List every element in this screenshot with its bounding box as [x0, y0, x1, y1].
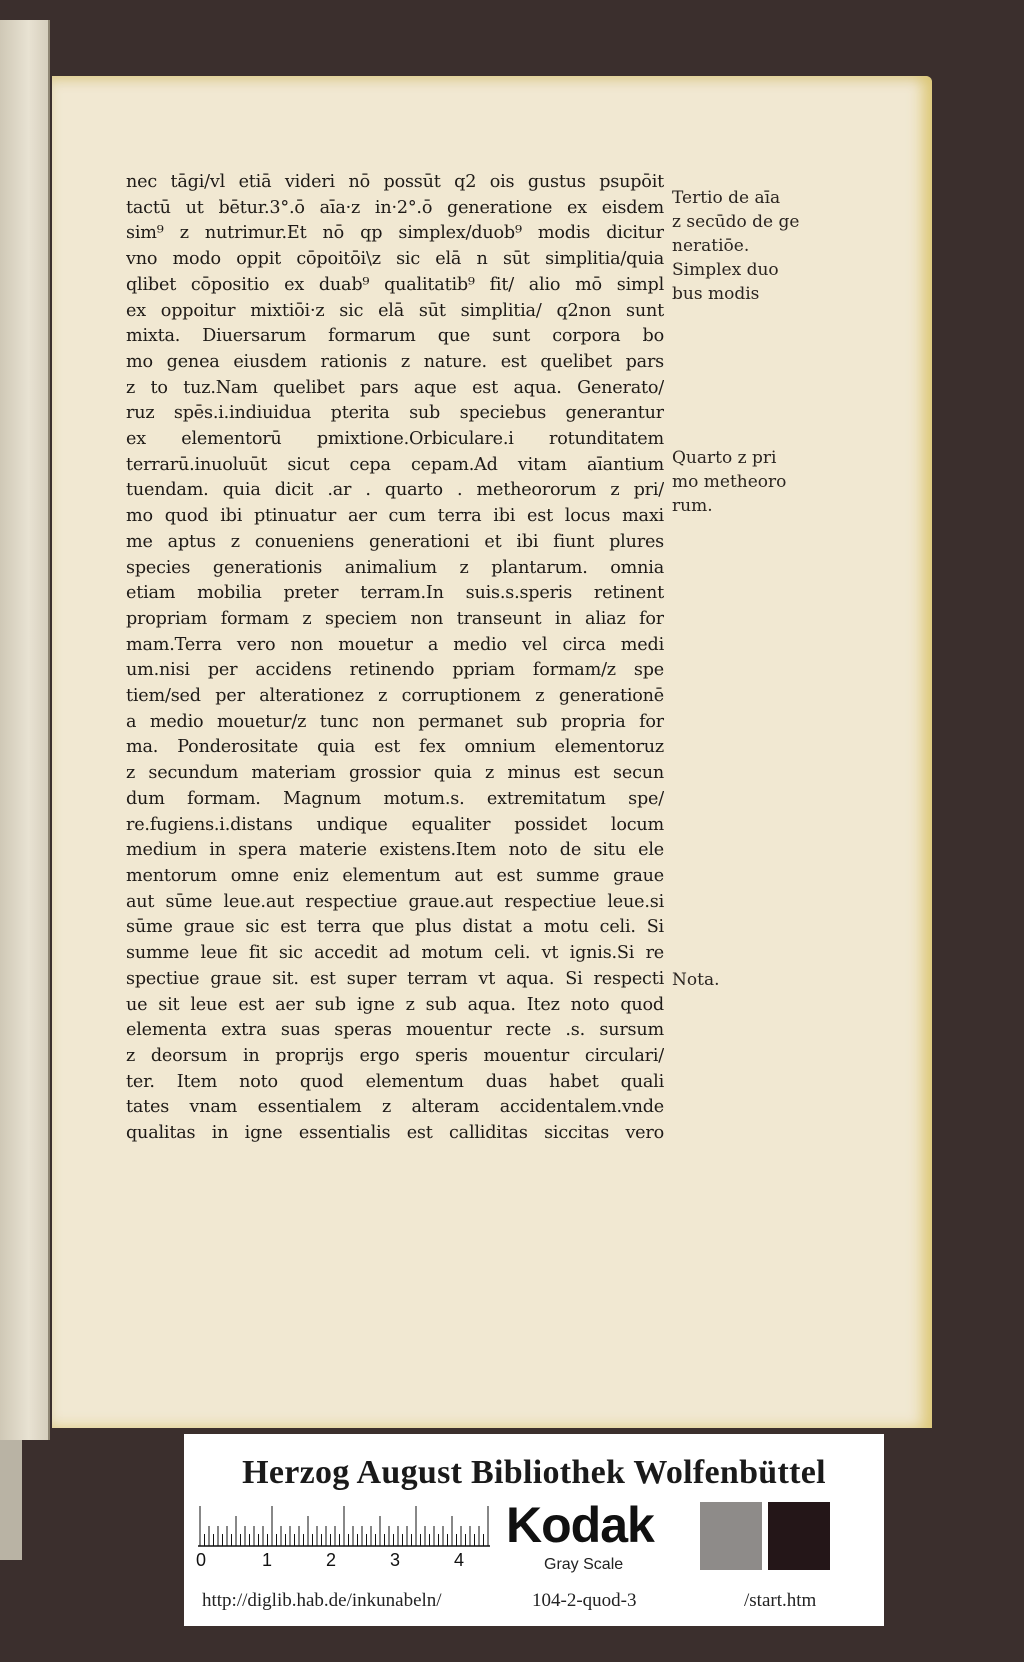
ruler-number: 2 — [326, 1550, 337, 1570]
text-line: ex oppoitur mixtiōi·z sic elā sūt simplitia/ q2non sunt — [126, 300, 664, 321]
text-line: z to tuz.Nam quelibet pars aque est aqua. Generato/ — [126, 377, 664, 398]
margin-note-tertio — [672, 186, 822, 306]
text-line: ue sit leue est aer sub igne z sub aqua. Itez noto quod — [126, 994, 664, 1015]
text-line: aut sūme leue.aut respectiue graue.aut respectiue leue.si — [126, 891, 664, 912]
url-start: /start.htm — [744, 1590, 817, 1611]
margin-note-line: rum. — [672, 496, 713, 516]
text-line: etiam mobilia preter terram.In suis.s.speris retinent — [126, 583, 664, 604]
text-line: qlibet cōpositio ex duab⁹ qualitatib⁹ fit/ alio mō simpl — [126, 274, 664, 295]
text-line: nec tāgi/vl etiā videri nō possūt q2 ois gustus psupōit — [126, 172, 664, 192]
text-line: z deorsum in proprijs ergo speris mouentur circulari/ — [126, 1045, 664, 1066]
text-line: vno modo oppit cōpoitōi\z sic elā n sūt simplitia/quia — [126, 249, 664, 270]
text-line: ter. Item noto quod elementum duas habet quali — [126, 1071, 664, 1092]
text-line: qualitas in igne essentialis est calliditas siccitas vero — [126, 1123, 664, 1144]
text-line: spectiue graue sit. est super terram vt aqua. Si respecti — [126, 968, 664, 989]
facing-page-tab — [0, 1440, 22, 1560]
ruler-number: 0 — [196, 1550, 207, 1570]
text-line: dum formam. Magnum motum.s. extremitatum spe/ — [126, 788, 664, 809]
library-title: Herzog August Bibliothek Wolfenbüttel — [242, 1454, 826, 1491]
text-line: ruz spēs.i.indiuidua pterita sub speciebus generantur — [126, 403, 664, 424]
text-line: mam.Terra vero non mouetur a medio vel circa medi — [126, 634, 664, 655]
text-line: mo genea eiusdem rationis z nature. est quelibet pars — [126, 351, 664, 372]
kodak-logo: Kodak — [506, 1497, 654, 1553]
text-line: me aptus z conueniens generationi et ibi fiunt plures — [126, 531, 664, 552]
ruler-number: 4 — [454, 1550, 465, 1570]
margin-note-line: Simplex duo — [672, 260, 779, 280]
margin-note-line: bus modis — [672, 284, 760, 304]
text-line: summe leue fit sic accedit ad motum celi. vt ignis.Si re — [126, 943, 664, 964]
margin-note-line: Nota. — [672, 970, 720, 990]
margin-note-line: Quarto z pri — [672, 448, 777, 468]
text-line: mixta. Diuersarum formarum que sunt corpora bo — [126, 326, 664, 347]
margin-note-quarto — [672, 446, 822, 518]
text-line: ex elementorū pmixtione.Orbiculare.i rotunditatem — [126, 429, 664, 450]
url-row — [184, 1584, 884, 1618]
text-line: species generationis animalium z plantarum. omnia — [126, 557, 664, 578]
text-line: sūme graue sic est terra que plus distat a motu celi. Si — [126, 917, 664, 938]
margin-note-nota — [672, 968, 822, 992]
text-line: medium in spera materie existens.Item noto de situ ele — [126, 840, 664, 861]
margin-note-line: Tertio de aīa — [672, 188, 781, 208]
library-label-card — [184, 1434, 884, 1626]
ruler-ticks — [198, 1500, 490, 1548]
text-line: tactū ut bētur.3°.ō aīa·z in·2°.ō generatione ex eisdem — [126, 197, 664, 218]
gray-scale-label: Gray Scale — [544, 1556, 624, 1573]
margin-note-line: z secūdo de ge — [672, 212, 800, 232]
text-line: sim⁹ z nutrimur.Et nō qp simplex/duob⁹ modis dicitur — [126, 223, 664, 244]
margin-note-line: mo metheoro — [672, 472, 787, 492]
text-line: propriam formam z speciem non transeunt in aliaz for — [126, 608, 664, 629]
dark-swatch — [768, 1502, 830, 1570]
text-line: ma. Ponderositate quia est fex omnium elementoruz — [126, 737, 664, 758]
text-line: elementa extra suas speras mouentur recte .s. sursum — [126, 1020, 664, 1041]
text-line: um.nisi per accidens retinendo ppriam formam/z spe — [126, 660, 664, 681]
text-line: terrarū.inuoluūt sicut cepa cepam.Ad vitam aīantium — [126, 454, 664, 475]
text-line: tuendam. quia dicit .ar . quarto . metheororum z pri/ — [126, 480, 664, 501]
text-line: re.fugiens.i.distans undique equaliter possidet locum — [126, 814, 664, 835]
text-line: mentorum omne eniz elementum aut est summe graue — [126, 865, 664, 886]
ruler-number: 1 — [262, 1550, 273, 1570]
text-line: tates vnam essentialem z alteram accidentalem.vnde — [126, 1097, 664, 1118]
gray-swatch — [700, 1502, 762, 1570]
text-line: mo quod ibi ptinuatur aer cum terra ibi est locus maxi — [126, 506, 664, 527]
text-line: z secundum materiam grossior quia z minus est secun — [126, 763, 664, 784]
scale-ruler — [198, 1500, 490, 1570]
margin-note-line: neratiōe. — [672, 236, 750, 256]
url-id: 104-2-quod-3 — [532, 1590, 637, 1611]
ruler-number: 3 — [390, 1550, 401, 1570]
url-base: http://diglib.hab.de/inkunabeln/ — [202, 1590, 442, 1611]
text-line: a medio mouetur/z tunc non permanet sub propria for — [126, 711, 664, 732]
main-text-block — [126, 170, 664, 1147]
text-line: tiem/sed per alterationez z corruptionem z generationē — [126, 686, 664, 707]
facing-page-edge — [0, 20, 50, 1440]
